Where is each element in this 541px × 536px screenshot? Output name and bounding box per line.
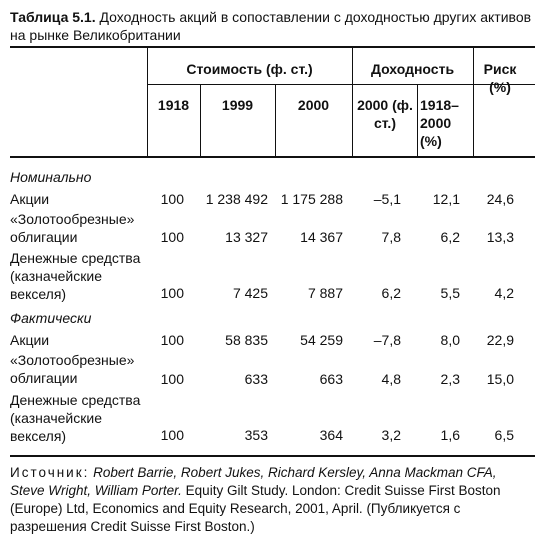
header-2000: 2000 <box>297 97 330 113</box>
header-divider <box>473 47 474 156</box>
cell-return-1918: 12,1 <box>432 191 460 207</box>
caption-label: Таблица 5.1. <box>10 9 96 25</box>
header-group-value: Стоимость (ф. ст.) <box>186 61 313 77</box>
header-group-return: Доходность <box>370 61 455 77</box>
cell-return-2000: –5,1 <box>373 191 401 207</box>
cell-2000: 1 175 288 <box>280 191 343 207</box>
cell-risk: 24,6 <box>486 191 514 207</box>
header-return-1918-2000: 1918–2000 (%) <box>420 97 459 149</box>
row-label: «Золотообрезные» облигации <box>10 352 135 386</box>
section-title-real: Фактически <box>10 310 92 326</box>
header-return-2000: 2000 (ф. ст.) <box>357 97 413 131</box>
cell-1918: 100 <box>160 371 184 387</box>
table-bottom-rule <box>10 455 535 457</box>
cell-return-2000: 6,2 <box>381 285 401 301</box>
cell-2000: 663 <box>319 371 343 387</box>
table-caption <box>10 8 535 44</box>
cell-1918: 100 <box>160 427 184 443</box>
cell-risk: 13,3 <box>486 229 514 245</box>
row-label: Акции <box>10 332 50 348</box>
cell-1999: 353 <box>244 427 268 443</box>
cell-1918: 100 <box>160 285 184 301</box>
header-risk: Риск (%) <box>483 61 517 95</box>
cell-1918: 100 <box>160 191 184 207</box>
header-1999: 1999 <box>221 97 254 113</box>
cell-risk: 15,0 <box>486 371 514 387</box>
cell-1999: 58 835 <box>225 332 268 348</box>
row-label: Денежные средства (казначейские векселя) <box>10 250 141 302</box>
cell-2000: 364 <box>319 427 343 443</box>
cell-1918: 100 <box>160 229 184 245</box>
cell-return-1918: 5,5 <box>440 285 460 301</box>
row-label: «Золотообрезные» облигации <box>10 211 135 245</box>
cell-return-1918: 8,0 <box>440 332 460 348</box>
cell-1999: 1 238 492 <box>205 191 268 207</box>
cell-risk: 4,2 <box>494 285 514 301</box>
source-authors: Robert Barrie, Robert Jukes, Richard Kersley, Anna Mackman CFA, Steve Wright, William Porter. <box>10 465 497 498</box>
source-note <box>10 464 534 536</box>
cell-1918: 100 <box>160 332 184 348</box>
caption-text: Доходность акций в сопоставлении с доходностью других активов на рынке Великобритании <box>10 9 532 43</box>
cell-1999: 7 425 <box>232 285 268 301</box>
table-top-rule <box>10 46 535 48</box>
cell-1999: 13 327 <box>225 229 268 245</box>
cell-return-2000: 7,8 <box>381 229 401 245</box>
source-reference: Equity Gilt Study. London: Credit Suisse First Boston (Europe) Ltd, Economics and Equity Research, 2001, April. (Публикуется с разрешения Credit Suisse First Boston.) <box>10 483 501 534</box>
section-title-nominal: Номинально <box>10 169 92 185</box>
cell-return-1918: 6,2 <box>440 229 460 245</box>
cell-risk: 6,5 <box>494 427 514 443</box>
source-prefix: Источник: <box>10 465 90 480</box>
cell-2000: 7 887 <box>307 285 343 301</box>
cell-return-2000: –7,8 <box>373 332 401 348</box>
row-label: Денежные средства (казначейские векселя) <box>10 392 141 444</box>
cell-return-2000: 3,2 <box>381 427 401 443</box>
cell-1999: 633 <box>244 371 268 387</box>
header-1918: 1918 <box>157 97 190 113</box>
header-divider <box>417 85 418 156</box>
cell-2000: 54 259 <box>300 332 343 348</box>
row-label: Акции <box>10 191 50 207</box>
cell-2000: 14 367 <box>300 229 343 245</box>
cell-return-1918: 2,3 <box>440 371 460 387</box>
header-bottom-rule <box>10 156 535 158</box>
cell-risk: 22,9 <box>486 332 514 348</box>
cell-return-1918: 1,6 <box>440 427 460 443</box>
cell-return-2000: 4,8 <box>381 371 401 387</box>
